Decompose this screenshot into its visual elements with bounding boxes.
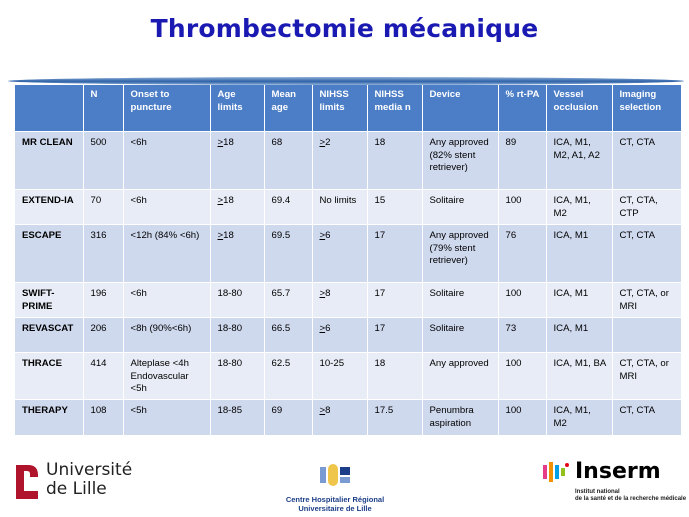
ge-symbol: > xyxy=(217,137,224,148)
table-cell: 69.4 xyxy=(264,190,312,225)
table-cell: 17 xyxy=(367,318,422,353)
table-cell: 69 xyxy=(264,400,312,435)
cell-value: 18 xyxy=(223,230,234,241)
table-cell xyxy=(312,318,367,353)
header-nihss-median: NIHSS media n xyxy=(367,85,422,132)
table-cell: <8h (90%<6h) xyxy=(123,318,210,353)
table-cell: Solitaire xyxy=(422,283,498,318)
table-cell xyxy=(312,132,367,190)
table-cell: No limits xyxy=(312,190,367,225)
header-cell xyxy=(15,85,83,132)
title-divider xyxy=(8,77,684,85)
table-cell: 196 xyxy=(83,283,123,318)
table-cell: CT, CTA xyxy=(612,132,681,190)
table-cell: 18 xyxy=(367,353,422,400)
table-cell: ICA, M1, M2, A1, A2 xyxy=(546,132,612,190)
cell-value: 6 xyxy=(325,230,331,241)
trial-name: SWIFT-PRIME xyxy=(15,283,83,318)
cell-value: 8 xyxy=(325,405,331,416)
ge-symbol: > xyxy=(319,137,326,148)
table-cell: 69.5 xyxy=(264,225,312,283)
table-cell: 18-80 xyxy=(210,353,264,400)
inserm-dots-icon xyxy=(541,459,571,487)
table-cell: CT, CTA, CTP xyxy=(612,190,681,225)
header-rtpa: % rt-PA xyxy=(498,85,546,132)
lille-line1: Université xyxy=(46,460,133,480)
table-row xyxy=(15,283,681,318)
lille-wordmark xyxy=(46,461,132,499)
table-row xyxy=(15,400,681,435)
table-row xyxy=(15,225,681,283)
table-cell: 15 xyxy=(367,190,422,225)
table-cell: 66.5 xyxy=(264,318,312,353)
cell-value: 2 xyxy=(325,137,331,148)
table-cell: CT, CTA, or MRI xyxy=(612,353,681,400)
table-cell xyxy=(312,225,367,283)
chru-line2: Universitaire de Lille xyxy=(298,504,372,513)
table-cell xyxy=(312,400,367,435)
table-cell: Solitaire xyxy=(422,190,498,225)
table-cell: Alteplase <4h Endovascular <5h xyxy=(123,353,210,400)
table-cell: 76 xyxy=(498,225,546,283)
footer-logos xyxy=(0,455,689,517)
trial-name: THRACE xyxy=(15,353,83,400)
chru-line1: Centre Hospitalier Régional xyxy=(285,495,385,504)
table-cell: 100 xyxy=(498,283,546,318)
lille-emblem-icon xyxy=(12,461,42,501)
table-cell: 10-25 xyxy=(312,353,367,400)
table-cell: 68 xyxy=(264,132,312,190)
table-cell: Any approved (79% stent retriever) xyxy=(422,225,498,283)
inserm-logo xyxy=(541,459,687,502)
table-cell: Any approved (82% stent retriever) xyxy=(422,132,498,190)
table-cell: <12h (84% <6h) xyxy=(123,225,210,283)
cell-value: 6 xyxy=(325,323,331,334)
trial-name: ESCAPE xyxy=(15,225,83,283)
table-cell: ICA, M1, BA xyxy=(546,353,612,400)
table-cell xyxy=(612,318,681,353)
table-cell: 65.7 xyxy=(264,283,312,318)
ge-symbol: > xyxy=(319,405,326,416)
trial-name: THERAPY xyxy=(15,400,83,435)
table-cell: 62.5 xyxy=(264,353,312,400)
table-cell: 316 xyxy=(83,225,123,283)
table-cell: <6h xyxy=(123,283,210,318)
header-nihss-limits: NIHSS limits xyxy=(312,85,367,132)
table-cell xyxy=(210,190,264,225)
trials-table xyxy=(15,85,682,435)
ge-symbol: > xyxy=(319,230,326,241)
ge-symbol: > xyxy=(217,195,224,206)
header-n: N xyxy=(83,85,123,132)
table-cell: 17 xyxy=(367,225,422,283)
lille-line2: de Lille xyxy=(46,479,107,499)
table-cell: 414 xyxy=(83,353,123,400)
table-cell: ICA, M1 xyxy=(546,283,612,318)
table-cell: 18-80 xyxy=(210,318,264,353)
table-cell: Penumbra aspiration xyxy=(422,400,498,435)
table-cell: 100 xyxy=(498,353,546,400)
chru-name xyxy=(280,495,390,513)
table-cell: <5h xyxy=(123,400,210,435)
table-cell: Solitaire xyxy=(422,318,498,353)
chru-emblem-icon xyxy=(318,463,352,487)
table-row xyxy=(15,318,681,353)
table-cell: 17.5 xyxy=(367,400,422,435)
table-cell: 89 xyxy=(498,132,546,190)
table-cell xyxy=(210,225,264,283)
header-device: Device xyxy=(422,85,498,132)
table-cell: CT, CTA, or MRI xyxy=(612,283,681,318)
chru-lille-logo xyxy=(280,463,390,513)
ge-symbol: > xyxy=(319,323,326,334)
table-cell: 108 xyxy=(83,400,123,435)
ge-symbol: > xyxy=(217,230,224,241)
table-cell: 17 xyxy=(367,283,422,318)
table-cell: ICA, M1 xyxy=(546,318,612,353)
table-cell: 18-80 xyxy=(210,283,264,318)
universite-de-lille-logo xyxy=(12,460,133,506)
table-cell: CT, CTA xyxy=(612,225,681,283)
table-cell: Any approved xyxy=(422,353,498,400)
table-row xyxy=(15,190,681,225)
cell-value: 8 xyxy=(325,288,331,299)
table-cell: ICA, M1, M2 xyxy=(546,190,612,225)
table-cell xyxy=(312,283,367,318)
ge-symbol: > xyxy=(319,288,326,299)
table-cell: ICA, M1 xyxy=(546,225,612,283)
cell-value: 18 xyxy=(223,195,234,206)
cell-value: 18 xyxy=(223,137,234,148)
header-imaging: Imaging selection xyxy=(612,85,681,132)
table-cell: 18-85 xyxy=(210,400,264,435)
table-cell: 18 xyxy=(367,132,422,190)
table-cell: 500 xyxy=(83,132,123,190)
table-cell: <6h xyxy=(123,132,210,190)
slide-title: Thrombectomie mécanique xyxy=(150,14,539,43)
trial-name: REVASCAT xyxy=(15,318,83,353)
table-cell: 100 xyxy=(498,400,546,435)
table-cell: CT, CTA xyxy=(612,400,681,435)
table-cell: <6h xyxy=(123,190,210,225)
header-mean-age: Mean age xyxy=(264,85,312,132)
inserm-sub1: Institut national xyxy=(575,489,620,495)
header-age-limits: Age limits xyxy=(210,85,264,132)
inserm-sub2: de la santé et de la recherche médicale xyxy=(575,496,687,502)
header-onset: Onset to puncture xyxy=(123,85,210,132)
table-cell xyxy=(210,132,264,190)
table-row xyxy=(15,353,681,400)
inserm-subtitle xyxy=(575,489,686,503)
table-cell: 206 xyxy=(83,318,123,353)
table-cell: ICA, M1, M2 xyxy=(546,400,612,435)
table-cell: 100 xyxy=(498,190,546,225)
table-cell: 73 xyxy=(498,318,546,353)
trial-name: MR CLEAN xyxy=(15,132,83,190)
table-cell: 70 xyxy=(83,190,123,225)
header-vessel: Vessel occlusion xyxy=(546,85,612,132)
table-header-row xyxy=(15,85,681,132)
inserm-name: Inserm xyxy=(575,459,661,484)
trial-name: EXTEND-IA xyxy=(15,190,83,225)
table-row xyxy=(15,132,681,190)
